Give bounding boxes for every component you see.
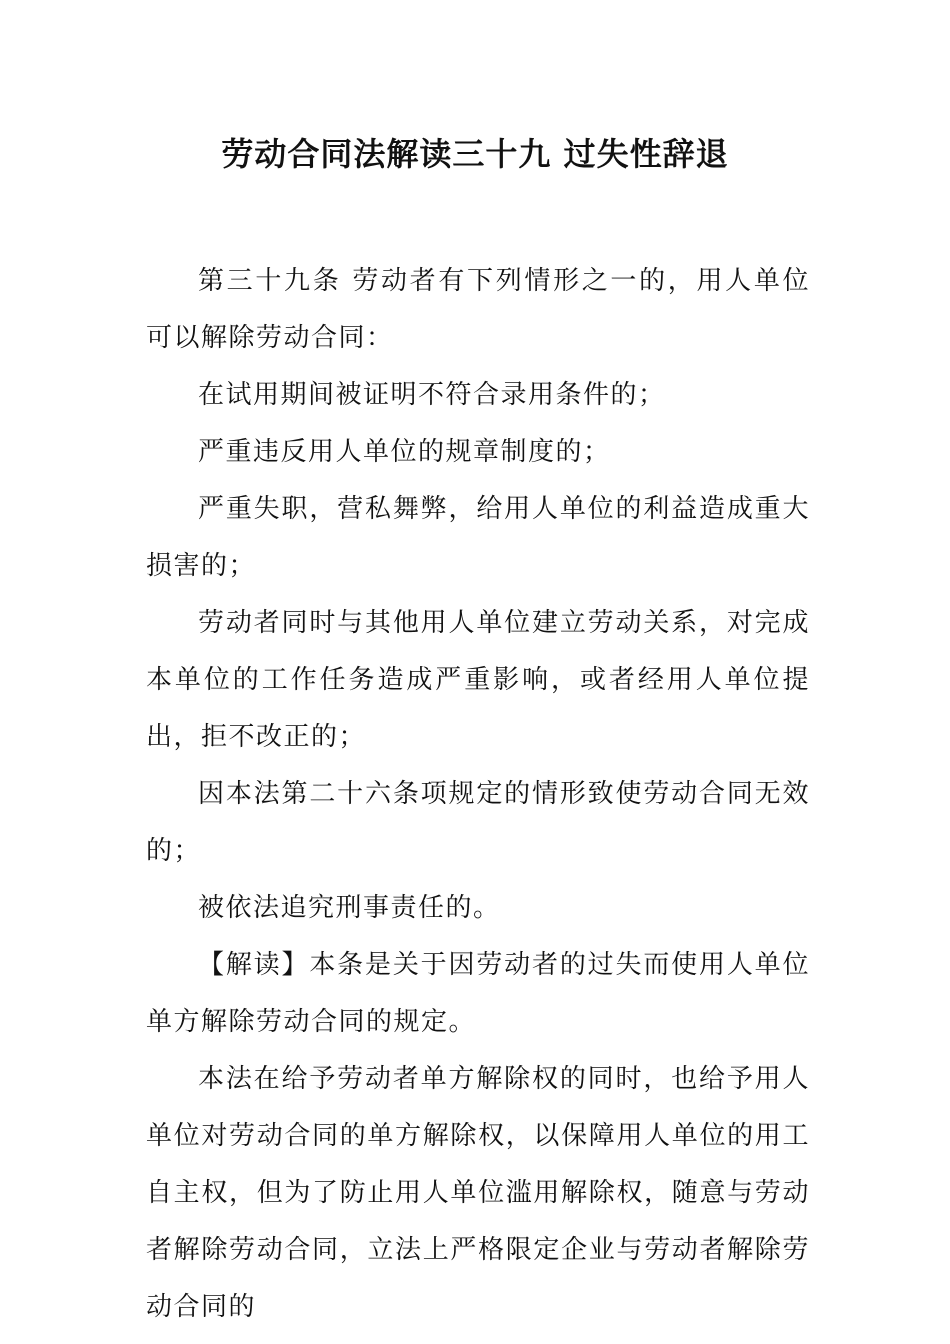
- paragraph-item-rules-violation: 严重违反用人单位的规章制度的；: [198, 437, 611, 467]
- paragraph-interpretation: 【解读】本条是关于因劳动者的过失而使用人单位单方解除劳动合同的规定。: [146, 950, 810, 1037]
- paragraph-item-criminal-liability: 被依法追究刑事责任的。: [198, 893, 501, 923]
- document-body: [146, 253, 810, 1336]
- paragraph-explanation: 本法在给予劳动者单方解除权的同时，也给予用人单位对劳动合同的单方解除权，以保障用人单位的用工自主权，但为了防止用人单位滥用解除权，随意与劳动者解除劳动合同，立法上严格限定企业与劳动者解除劳动合同的: [146, 1064, 810, 1322]
- document-title: 劳动合同法解读三十九 过失性辞退: [221, 135, 729, 173]
- paragraph-article-39: 第三十九条 劳动者有下列情形之一的，用人单位可以解除劳动合同：: [146, 266, 810, 353]
- paragraph-item-invalid-contract: 因本法第二十六条项规定的情形致使劳动合同无效的；: [146, 779, 810, 866]
- paragraph-item-dereliction: 严重失职，营私舞弊，给用人单位的利益造成重大损害的；: [146, 494, 810, 581]
- paragraph-item-probation: 在试用期间被证明不符合录用条件的；: [198, 380, 666, 410]
- paragraph-item-dual-employment: 劳动者同时与其他用人单位建立劳动关系，对完成本单位的工作任务造成严重影响，或者经用人单位提出，拒不改正的；: [146, 608, 810, 752]
